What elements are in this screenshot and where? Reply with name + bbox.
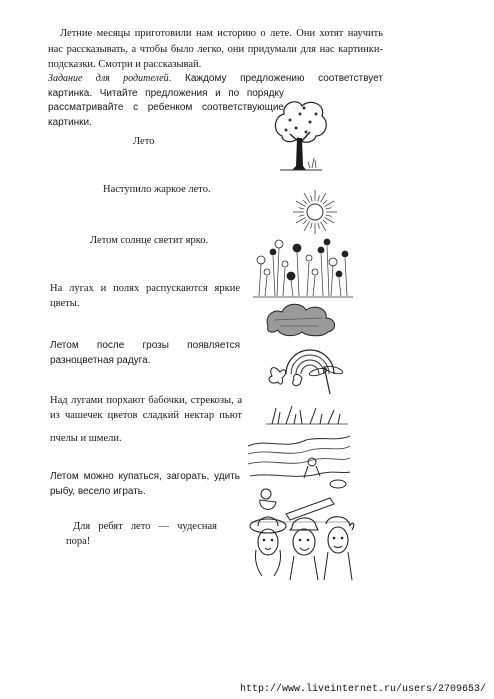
- sun-illustration: [280, 190, 350, 234]
- task-line-4: картинки.: [48, 116, 92, 128]
- source-url: http://www.liveinternet.ru/users/2709653/: [239, 684, 486, 695]
- task-line-1: Задание для родителей. Каждому предложению соответствует: [48, 73, 383, 84]
- sentence-butterflies: Над лугами порхают бабочки, стрекозы, а из чашечек цветов сладкий нектар пьют пчелы и шмели.: [50, 395, 242, 444]
- task-line-2: картинка. Читайте предложения и по порядку: [48, 87, 284, 99]
- task-line-3: рассматривайте с ребенком соответствующие: [48, 102, 284, 113]
- parents-task: [48, 72, 383, 130]
- children-illustration: [248, 510, 356, 582]
- sentence-flowers: На лугах и полях распускаются яркие цветы.: [50, 283, 240, 309]
- sentence-rainbow: Летом после грозы появляется разноцветная радуга.: [50, 340, 240, 366]
- sentence-sun: Летом солнце светит ярко.: [90, 235, 209, 246]
- flower-meadow-illustration: [253, 238, 353, 298]
- sentence-title: Лето: [133, 136, 155, 147]
- tree-illustration: [270, 96, 330, 174]
- intro-paragraph: Летние месяцы приготовили нам историю о лете. Они хотят научить нас рассказывать, а чтобы было легко, они придумали для нас картинки-подсказки. Смотри и рассказывай.: [48, 28, 383, 70]
- sentence-wonderful: Для ребят лето — чудесная пора!: [66, 521, 217, 547]
- butterflies-dragonfly-illustration: [262, 360, 348, 426]
- sentence-swimming: Летом можно купаться, загорать, удить рыбу, весело играть.: [50, 471, 240, 497]
- sentence-hot-summer: Наступило жаркое лето.: [103, 184, 211, 195]
- task-label: Задание для родителей: [48, 73, 169, 84]
